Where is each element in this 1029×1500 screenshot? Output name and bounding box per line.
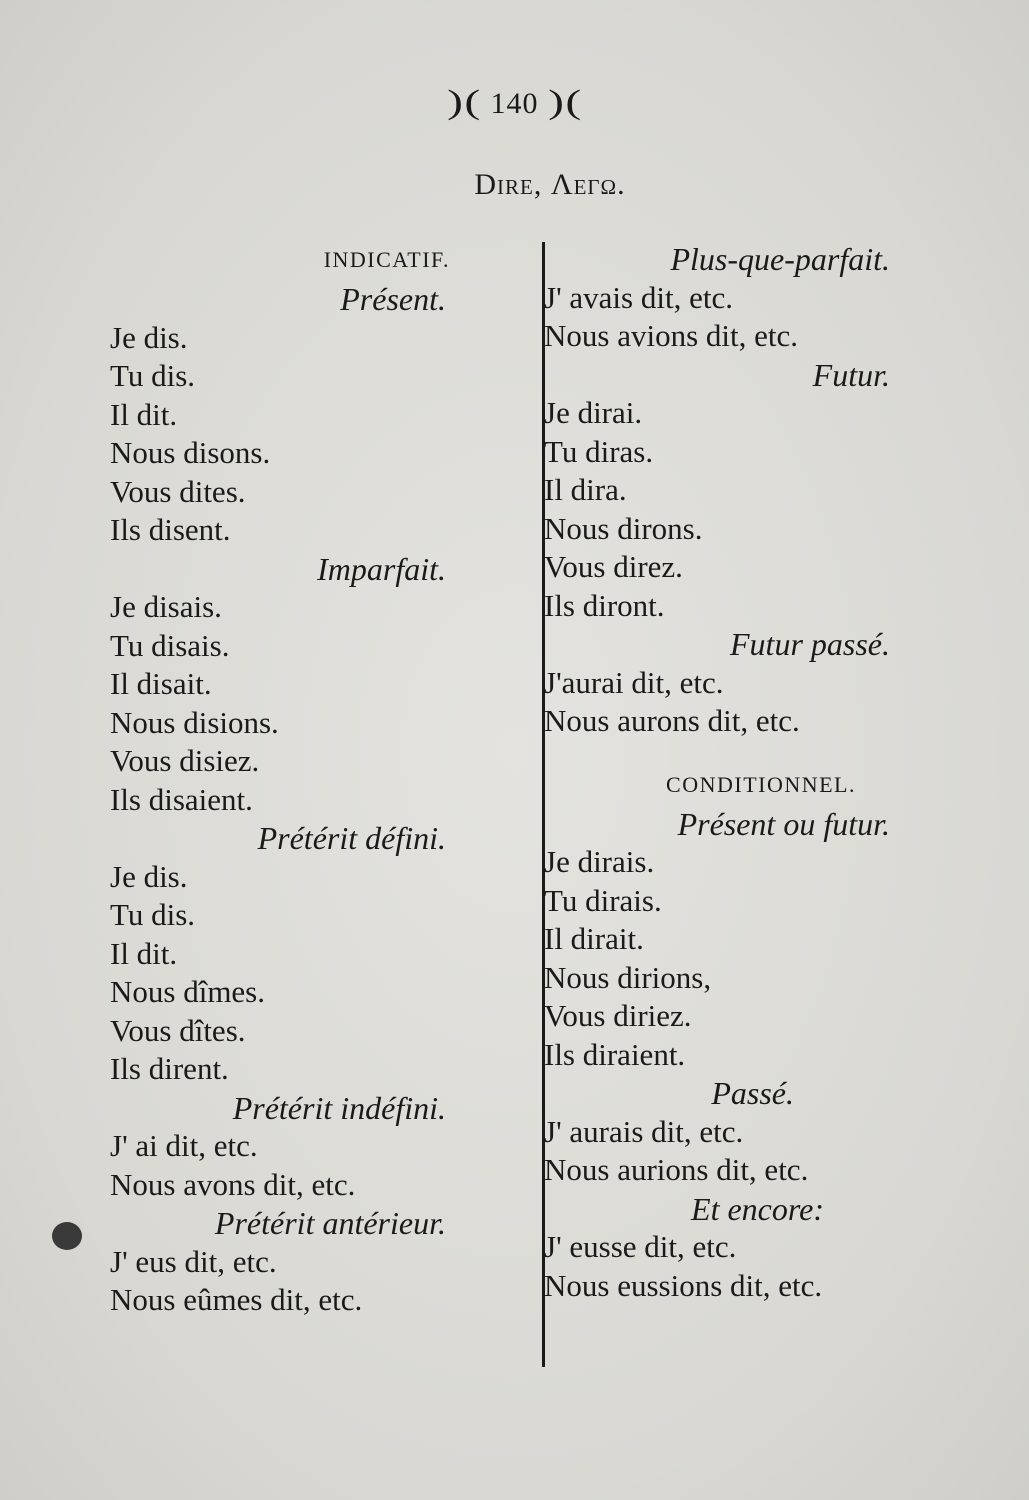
conjugation-line: Nous avions dit, etc. xyxy=(544,318,798,353)
ornament-left: )( xyxy=(446,84,482,121)
tense-heading: Plus-que-parfait. xyxy=(670,241,890,277)
conjugation-line: Je dis. xyxy=(110,858,188,894)
conjugation-line: J' avais dit, etc. xyxy=(544,279,733,315)
conjugation-line: Je dirai. xyxy=(544,395,643,430)
conjugation-line: Vous dîtes. xyxy=(110,1012,246,1048)
section-heading-indicatif: INDICATIF. xyxy=(323,247,450,272)
conjugation-line: Vous dites. xyxy=(110,473,246,509)
conjugation-line: Vous disiez. xyxy=(110,743,260,778)
section-heading-conditionnel: CONDITIONNEL. xyxy=(666,771,856,797)
tense-group xyxy=(110,550,450,820)
tense-heading: Prétérit défini. xyxy=(257,820,446,856)
conjugation-line: Nous avons dit, etc. xyxy=(110,1166,356,1202)
conjugation-line: J' eus dit, etc. xyxy=(110,1243,277,1279)
conjugation-line: Tu dis. xyxy=(110,897,196,932)
tense-heading: Passé. xyxy=(711,1075,794,1111)
conjugation-line: Nous eussions dit, etc. xyxy=(544,1267,823,1303)
tense-group xyxy=(544,805,894,1075)
tense-heading: Et encore: xyxy=(691,1190,824,1227)
page-number-header xyxy=(0,84,1029,122)
conjugation-line: Il dit. xyxy=(110,396,178,432)
tense-heading: Présent. xyxy=(340,281,446,317)
ornament-right: )( xyxy=(547,84,583,121)
tense-group xyxy=(544,240,894,356)
spacer xyxy=(544,741,894,765)
conjugation-line: Je dirais. xyxy=(544,844,655,879)
conjugation-line: J' aurais dit, etc. xyxy=(544,1113,744,1149)
conjugation-line: Nous disons. xyxy=(110,435,271,470)
tense-heading: Imparfait. xyxy=(317,550,446,587)
conjugation-line: Tu dirais. xyxy=(544,882,662,918)
tense-group xyxy=(110,1089,450,1205)
conjugation-line: Nous dirons. xyxy=(544,510,703,546)
conjugation-line: Ils diraient. xyxy=(544,1036,686,1072)
conjugation-line: Je disais. xyxy=(110,589,222,624)
tense-group xyxy=(110,819,450,1089)
tense-heading: Prétérit antérieur. xyxy=(214,1205,446,1241)
conjugation-line: J' ai dit, etc. xyxy=(110,1128,258,1163)
conjugation-line: J' eusse dit, etc. xyxy=(544,1229,737,1264)
conjugation-line: Je dis. xyxy=(110,319,188,355)
conjugation-line: Nous dirions, xyxy=(544,959,712,995)
left-column xyxy=(110,240,450,1320)
conjugation-line: Il dira. xyxy=(544,472,627,507)
tense-heading: Futur. xyxy=(812,356,890,393)
conjugation-line: Ils disaient. xyxy=(110,781,253,817)
conjugation-line: Tu diras. xyxy=(544,433,654,469)
conjugation-line: Tu dis. xyxy=(110,358,196,393)
page-title: Dire, Λεγω. xyxy=(474,168,626,201)
conjugation-line: Nous eûmes dit, etc. xyxy=(110,1282,363,1317)
conjugation-line: Il dit. xyxy=(110,935,178,971)
tense-group xyxy=(110,1204,450,1320)
conjugation-line: Il dirait. xyxy=(544,921,644,956)
conjugation-line: Il disait. xyxy=(110,666,212,701)
right-column xyxy=(544,240,894,1305)
conjugation-line: Nous aurons dit, etc. xyxy=(544,703,800,738)
tense-heading: Prétérit indéfini. xyxy=(232,1089,446,1126)
conjugation-line: Ils dirent. xyxy=(110,1051,229,1086)
tense-group xyxy=(110,280,450,550)
tense-group xyxy=(544,1074,894,1190)
tense-heading: Futur passé. xyxy=(730,626,890,662)
conjugation-line: Nous disions. xyxy=(110,704,279,740)
conjugation-line: Nous dîmes. xyxy=(110,974,265,1009)
tense-group xyxy=(544,356,894,626)
tense-group xyxy=(544,625,894,741)
conjugation-line: Tu disais. xyxy=(110,627,230,663)
tense-heading: Présent ou futur. xyxy=(677,805,890,842)
page-number: 140 xyxy=(490,87,539,120)
conjugation-line: Ils disent. xyxy=(110,512,231,547)
conjugation-line: Vous diriez. xyxy=(544,998,692,1033)
tense-group xyxy=(544,1190,894,1306)
conjugation-line: Vous direz. xyxy=(544,549,683,584)
conjugation-line: J'aurai dit, etc. xyxy=(544,664,724,700)
ink-stain xyxy=(52,1222,82,1250)
conjugation-line: Ils diront. xyxy=(544,587,665,623)
conjugation-line: Nous aurions dit, etc. xyxy=(544,1152,809,1187)
